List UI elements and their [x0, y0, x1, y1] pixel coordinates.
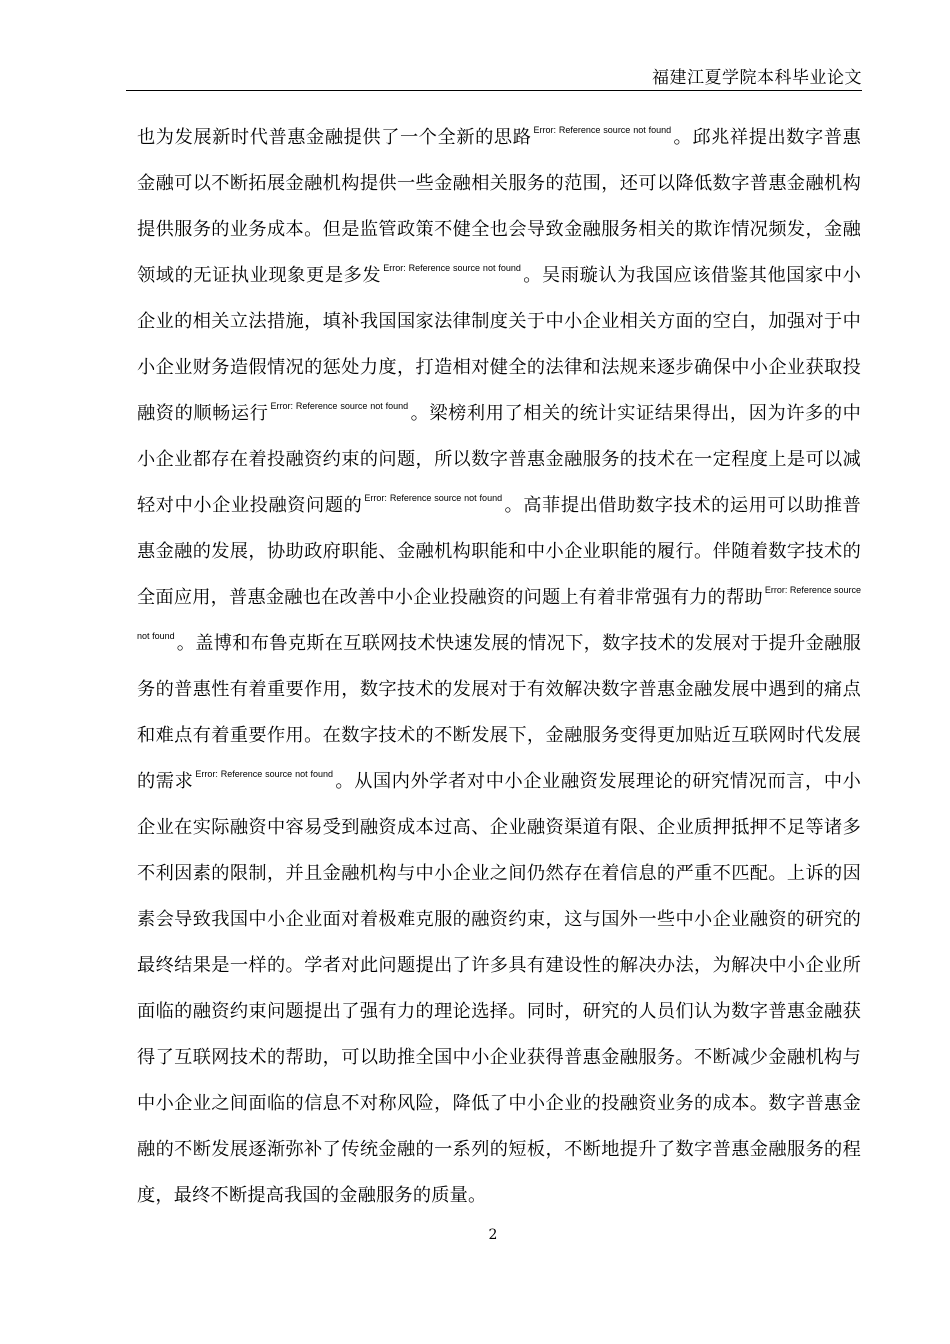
- page-number: 2: [488, 1227, 498, 1243]
- reference-error: Error: Reference source not found: [383, 263, 521, 273]
- reference-error: Error: Reference source not found: [195, 769, 334, 779]
- body-sentence: 。梁榜利用了相关的统计实证结果得出，因为许多的中小企业都存在着投融资约束的问题，所以数字普惠金融服务的技术在一定程度上是可以减轻对中小企业投融资问题的: [137, 403, 861, 516]
- body-sentence: 。邱兆祥提出数字普惠金融可以不断拓展金融机构提供一些金融相关服务的范围，还可以降低数字普惠金融机构提供服务的业务成本。但是监管政策不健全也会导致金融服务相关的欺诈情况频发，金融领域的无证执业现象更是多发: [137, 127, 862, 286]
- body-sentence: 。从国内外学者对中小企业融资发展理论的研究情况而言，中小企业在实际融资中容易受到融资成本过高、企业融资渠道有限、企业质押抵押不足等诸多不利因素的限制，并且金融机构与中小企业之间仍然存在着信息的严重不匹配。上诉的因素会导致我国中小企业面对着极难克服的融资约束，这与国外一些中小企业融资的研究的最终结果是一样的。学者对此问题提出了许多具有建设性的解决办法，为解决中小企业所面临的融资约束问题提出了强有力的理论选择。同时，研究的人员们认为数字普惠金融获得了互联网技术的帮助，可以助推全国中小企业获得普惠金融服务。不断减少金融机构与中小企业之间面临的信息不对称风险，降低了中小企业的投融资业务的成本。数字普惠金融的不断发展逐渐弥补了传统金融的一系列的短板，不断地提升了数字普惠金融服务的程度，最终不断提高我国的金融服务的质量。: [137, 771, 861, 1206]
- paragraph: [137, 115, 861, 1219]
- body-sentence: 。吴雨璇认为我国应该借鉴其他国家中小企业的相关立法措施，填补我国国家法律制度关于中小企业相关方面的空白，加强对于中小企业财务造假情况的惩处力度，打造相对健全的法律和法规来逐步确保中小企业获取投融资的顺畅运行: [137, 265, 861, 424]
- body-sentence: 。盖博和布鲁克斯在互联网技术快速发展的情况下，数字技术的发展对于提升金融服务的普惠性有着重要作用，数字技术的发展对于有效解决数字普惠金融发展中遇到的痛点和难点有着重要作用。在数字技术的不断发展下，金融服务变得更加贴近互联网时代发展的需求: [137, 633, 861, 792]
- reference-error: Error: Reference source not found: [137, 585, 861, 641]
- header-title: 福建江夏学院本科毕业论文: [652, 68, 862, 88]
- body-sentence: 也为发展新时代普惠金融提供了一个全新的思路: [137, 127, 532, 148]
- body-sentence: 。高菲提出借助数字技术的运用可以助推普惠金融的发展，协助政府职能、金融机构职能和中小企业职能的履行。伴随着数字技术的全面应用，普惠金融也在改善中小企业投融资的问题上有着非常强有力的帮助: [137, 495, 861, 608]
- reference-error: Error: Reference source not found: [533, 125, 672, 135]
- body-paragraph: [137, 115, 861, 1219]
- reference-error: Error: Reference source not found: [270, 401, 409, 411]
- reference-error: Error: Reference source not found: [364, 493, 503, 503]
- page-header: [126, 70, 862, 91]
